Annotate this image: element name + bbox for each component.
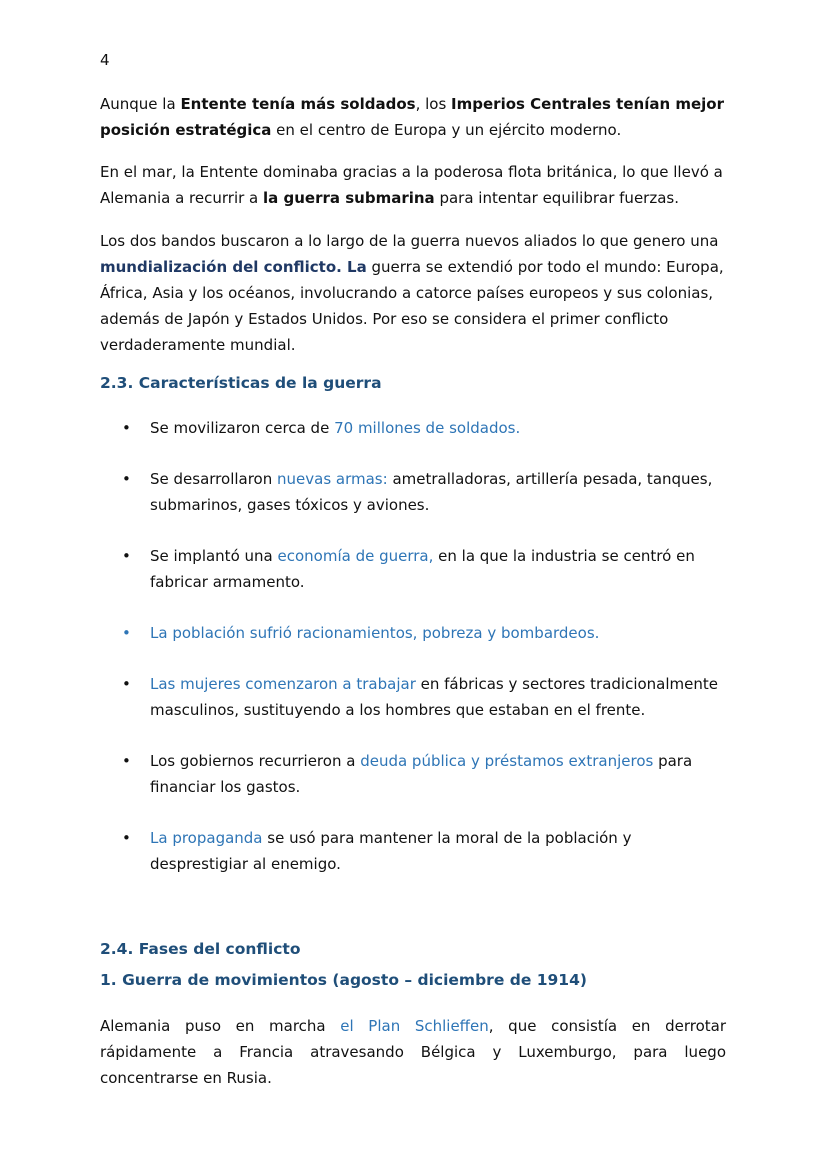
highlight-text: deuda pública y préstamos extranjeros [360, 752, 654, 770]
text: en el centro de Europa y un ejército moderno. [271, 121, 622, 139]
text: ametralladoras, artillería pesada, tanques, submarinos, gases tóxicos y aviones. [150, 470, 713, 514]
bullet-icon: • [122, 624, 131, 642]
bullet-icon: • [122, 547, 131, 565]
bold-text: la guerra submarina [263, 189, 435, 207]
list-item [100, 620, 726, 646]
list-item [100, 825, 726, 877]
bold-text: Entente tenía más soldados [180, 95, 416, 113]
text: en fábricas y sectores tradicionalmente masculinos, sustituyendo a los hombres que estaban en el frente. [150, 675, 718, 719]
highlight-text: economía de guerra, [277, 547, 434, 565]
text: Los dos bandos buscaron a lo largo de la guerra nuevos aliados lo que genero una [100, 232, 719, 250]
bullet-icon: • [122, 470, 131, 488]
bold-text: Imperios Centrales tenían mejor posición estratégica [100, 95, 725, 139]
bullet-icon: • [122, 752, 131, 770]
paragraph-entente [100, 91, 726, 143]
text: , que consistía en derrotar rápidamente a Francia atravesando Bélgica y Luxemburgo, para luego concentrarse en Rusia. [100, 1017, 726, 1087]
text: Se desarrollaron [150, 470, 278, 488]
text: Se implantó una [150, 547, 278, 565]
characteristics-list [100, 415, 726, 902]
highlight-text: nuevas armas: [277, 470, 388, 488]
subheading-phase-1: 1. Guerra de movimientos (agosto – diciembre de 1914) [100, 971, 587, 989]
list-item [100, 543, 726, 595]
highlight-text: el Plan Schlieffen [340, 1017, 489, 1035]
text: , los [415, 95, 452, 113]
text: En el mar, la Entente dominaba gracias a la poderosa flota británica, lo que llevó a Alemania a recurrir a [100, 163, 723, 207]
section-heading-2-4: 2.4. Fases del conflicto [100, 940, 301, 958]
text: para financiar los gastos. [150, 752, 693, 796]
highlight-text: mundialización del conflicto. La [100, 258, 367, 276]
text: Alemania puso en marcha [100, 1017, 341, 1035]
highlight-text: La población sufrió racionamientos, pobreza y bombardeos. [150, 624, 600, 642]
page-number: 4 [100, 51, 110, 69]
text: se usó para mantener la moral de la población y desprestigiar al enemigo. [150, 829, 632, 873]
list-item [100, 466, 726, 518]
paragraph-mundializacion [100, 228, 726, 358]
list-item [100, 671, 726, 723]
bullet-icon: • [122, 675, 131, 693]
bullet-icon: • [122, 419, 131, 437]
bullet-icon: • [122, 829, 131, 847]
text: Aunque la [100, 95, 181, 113]
highlight-text: 70 millones de soldados. [334, 419, 521, 437]
paragraph-sea [100, 159, 726, 211]
highlight-text: La propaganda [150, 829, 263, 847]
text: para intentar equilibrar fuerzas. [434, 189, 679, 207]
text: en la que la industria se centró en fabricar armamento. [150, 547, 695, 591]
text: Los gobiernos recurrieron a [150, 752, 361, 770]
highlight-text: Las mujeres comenzaron a trabajar [150, 675, 416, 693]
text: guerra se extendió por todo el mundo: Europa, África, Asia y los océanos, involucrando a catorce países europeos y sus colonias, además de Japón y Estados Unidos. Por eso se considera el primer conflicto verdaderamente mundial. [100, 258, 724, 354]
list-item [100, 415, 726, 441]
section-heading-2-3: 2.3. Características de la guerra [100, 374, 382, 392]
text: Se movilizaron cerca de [150, 419, 335, 437]
paragraph-schlieffen [100, 1013, 726, 1091]
list-item [100, 748, 726, 800]
